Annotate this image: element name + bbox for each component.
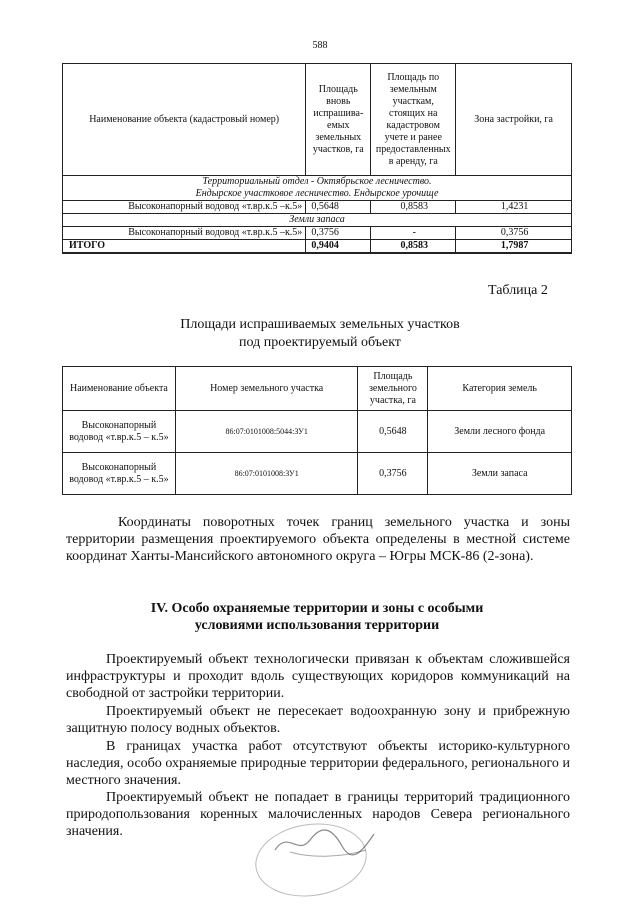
heading-line: IV. Особо охраняемые территории и зоны с особыми bbox=[150, 601, 484, 616]
table-caption-title bbox=[0, 316, 640, 352]
header-building-zone: Зона застройки, га bbox=[456, 64, 572, 176]
object-name-cell: Высоконапорный водовод «т.вр.к.5 –к.5» bbox=[63, 227, 306, 240]
object-name-cell: Высоконапорный водовод «т.вр.к.5 –к.5» bbox=[63, 201, 306, 214]
header-object-name: Наименование объекта bbox=[63, 367, 176, 411]
requested-area-cell: 0,3756 bbox=[306, 227, 371, 240]
water-zone-paragraph: Проектируемый объект не пересекает водоохранную зону и прибрежную защитную полосу водных объектов. bbox=[66, 704, 570, 736]
total-zone: 1,7987 bbox=[456, 240, 572, 254]
area-table-2 bbox=[62, 366, 572, 495]
section-text: Территориальный отдел - Октябрьское лесничество. bbox=[202, 176, 432, 187]
object-name-cell: Высоконапорный водовод «т.вр.к.5 – к.5» bbox=[63, 411, 176, 453]
registered-area-cell: - bbox=[371, 227, 456, 240]
header-requested-area: Площадь вновь испрашива-емых земельных участков, га bbox=[306, 64, 371, 176]
land-category-cell: Земли запаса bbox=[428, 453, 572, 495]
infrastructure-paragraph: Проектируемый объект технологически привязан к объектам сложившейся инфраструктуры и проходит вдоль существующих коридоров коммуникаций на свободной от застройки территории. bbox=[66, 652, 570, 701]
heading-line: условиями использования территории bbox=[194, 618, 440, 633]
cadastral-number-cell: 86:07:0101008:5044:ЗУ1 bbox=[175, 411, 358, 453]
caption-line: Площади испрашиваемых земельных участков bbox=[180, 317, 460, 332]
zone-area-cell: 1,4231 bbox=[456, 201, 572, 214]
caption-line: под проектируемый объект bbox=[239, 335, 401, 350]
zone-area-cell: 0,3756 bbox=[456, 227, 572, 240]
total-registered: 0,8583 bbox=[371, 240, 456, 254]
object-name-cell: Высоконапорный водовод «т.вр.к.5 – к.5» bbox=[63, 453, 176, 495]
plot-area-cell: 0,5648 bbox=[358, 411, 428, 453]
section-text: Земли запаса bbox=[63, 214, 572, 227]
coordinates-paragraph: Координаты поворотных точек границ земельного участка и зоны территории размещения проектируемого объекта определены в местной системе координат Ханты-Мансийского автономного округа – Югры МСК-86 (2-зона). bbox=[66, 515, 570, 564]
registered-area-cell: 0,8583 bbox=[371, 201, 456, 214]
header-land-category: Категория земель bbox=[428, 367, 572, 411]
total-label: ИТОГО bbox=[63, 240, 306, 254]
section-text: Ендырское участковое лесничество. Ендырское урочище bbox=[195, 188, 439, 199]
traditional-land-paragraph: Проектируемый объект не попадает в границы территорий традиционного природопользования коренных малочисленных народов Севера регионального значения. bbox=[66, 790, 570, 839]
table-caption-label: Таблица 2 bbox=[488, 283, 548, 298]
section-row bbox=[63, 176, 572, 201]
heritage-paragraph: В границах участка работ отсутствуют объекты историко-культурного наследия, особо охраняемые природные территории федерального, регионального и местного значения. bbox=[66, 739, 570, 788]
requested-area-cell: 0,5648 bbox=[306, 201, 371, 214]
header-registered-area: Площадь по земельным участкам, стоящих на кадастровом учете и ранее предоставленных в аренду, га bbox=[371, 64, 456, 176]
header-plot-area: Площадь земельного участка, га bbox=[358, 367, 428, 411]
land-category-cell: Земли лесного фонда bbox=[428, 411, 572, 453]
area-table-1 bbox=[62, 63, 572, 254]
signature-mark bbox=[270, 822, 380, 862]
plot-area-cell: 0,3756 bbox=[358, 453, 428, 495]
page-number: 588 bbox=[312, 40, 328, 51]
header-object-name: Наименование объекта (кадастровый номер) bbox=[63, 64, 306, 176]
cadastral-number-cell: 86:07:0101008:ЗУ1 bbox=[175, 453, 358, 495]
section-heading bbox=[62, 600, 572, 634]
total-requested: 0,9404 bbox=[306, 240, 371, 254]
header-cadastral-number: Номер земельного участка bbox=[175, 367, 358, 411]
